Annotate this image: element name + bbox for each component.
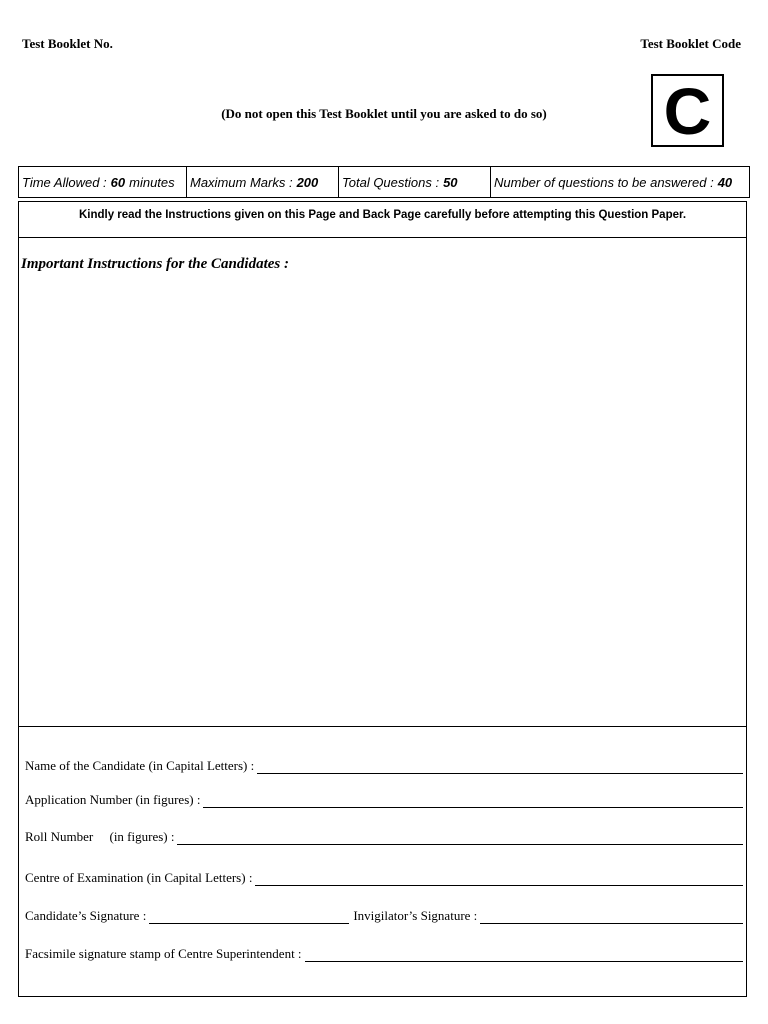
important-instructions-heading: Important Instructions for the Candidates : — [21, 256, 289, 272]
questions-to-answer-value: 40 — [717, 174, 733, 190]
do-not-open-notice: (Do not open this Test Booklet until you are asked to do so) — [221, 106, 547, 121]
invigilator-signature-label: Invigilator’s Signature : — [353, 908, 478, 923]
kindly-read-notice: Kindly read the Instructions given on this Page and Back Page carefully before attempting this Question Paper. — [78, 209, 687, 221]
candidate-signature-line — [149, 911, 349, 924]
application-number-line — [203, 795, 743, 808]
invigilator-signature-line — [480, 911, 743, 924]
maximum-marks-label: Maximum Marks : — [190, 174, 293, 190]
questions-to-answer-cell — [491, 167, 749, 197]
maximum-marks-value: 200 — [296, 174, 319, 190]
exam-info-row — [18, 166, 750, 198]
maximum-marks-cell — [187, 167, 339, 197]
roll-number-label: Roll Number (in figures) : — [25, 829, 175, 844]
centre-line — [255, 873, 743, 886]
total-questions-label: Total Questions : — [342, 174, 440, 190]
centre-field — [25, 870, 743, 886]
time-allowed-unit: minutes — [129, 174, 175, 190]
centre-label: Centre of Examination (in Capital Letters) : — [25, 870, 253, 885]
time-allowed-value: 60 — [110, 174, 126, 190]
facsimile-line — [305, 949, 743, 962]
questions-to-answer-label: Number of questions to be answered : — [494, 174, 714, 190]
total-questions-cell — [339, 167, 491, 197]
divider-top — [18, 237, 747, 238]
candidate-signature-label: Candidate’s Signature : — [25, 908, 147, 923]
roll-number-line — [177, 832, 743, 845]
test-booklet-no-label: Test Booklet No. — [22, 36, 113, 51]
booklet-code-box: C — [651, 74, 724, 147]
time-allowed-cell — [19, 167, 187, 197]
time-allowed-label: Time Allowed : — [22, 174, 107, 190]
application-number-field — [25, 792, 743, 808]
facsimile-label: Facsimile signature stamp of Centre Superintendent : — [25, 946, 302, 961]
divider-bottom — [18, 726, 747, 727]
candidate-name-field — [25, 758, 743, 774]
total-questions-value: 50 — [443, 174, 458, 190]
signatures-row — [25, 908, 743, 924]
candidate-name-line — [257, 761, 743, 774]
candidate-name-label: Name of the Candidate (in Capital Letters) : — [25, 758, 255, 773]
roll-number-field — [25, 829, 743, 845]
application-number-label: Application Number (in figures) : — [25, 792, 201, 807]
test-booklet-code-label: Test Booklet Code — [640, 36, 741, 51]
facsimile-field — [25, 946, 743, 962]
